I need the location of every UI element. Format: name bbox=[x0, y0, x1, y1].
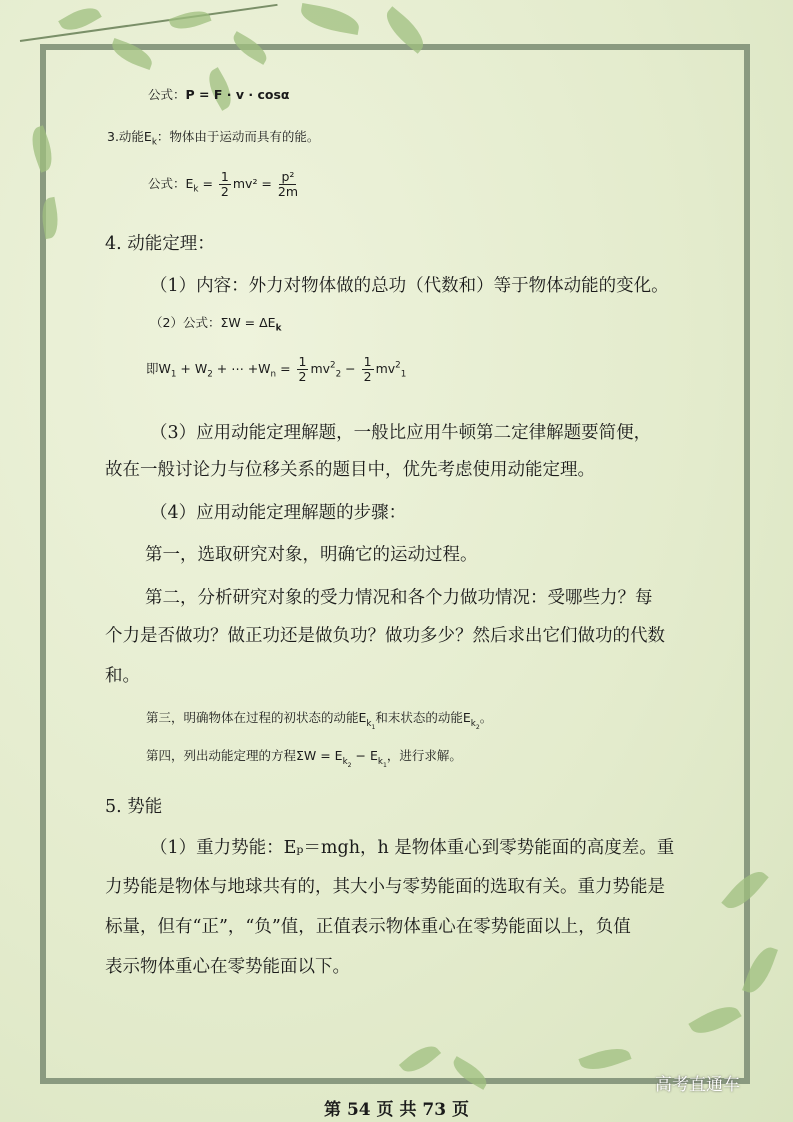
paragraph-5-line-4: 表示物体重心在零势能面以下。 bbox=[105, 957, 350, 977]
label: 公式： bbox=[148, 87, 186, 102]
t: 和末状态的动能E bbox=[375, 710, 471, 725]
step-3: 第三，明确物体在过程的初状态的动能$E_{k_1}$和末状态的动能$E_{k_2}$。 bbox=[146, 710, 493, 731]
paragraph-1: （1）内容：外力对物体做的总功（代数和）等于物体动能的变化。 bbox=[150, 276, 669, 296]
t: mv bbox=[310, 360, 331, 376]
watermark: 高考直通车 bbox=[655, 1075, 740, 1095]
num: 1 bbox=[363, 354, 372, 369]
paragraph-4: （4）应用动能定理解题的步骤： bbox=[150, 503, 407, 523]
fraction bbox=[362, 355, 374, 384]
step-2-line-3: 和。 bbox=[105, 666, 140, 686]
t: mv bbox=[375, 360, 396, 376]
text: ：物体由于运动而具有的能。 bbox=[156, 129, 320, 144]
t: + W bbox=[176, 360, 208, 376]
work-sum-formula: 即$W_1 + W_2$ + ⋯ $+W_n$ = $\frac{1}{2}$ $mv^2_2$ − $\frac{1}{2}$ $mv^2_1$ bbox=[146, 354, 407, 384]
den: 2 bbox=[363, 368, 372, 384]
sub: k bbox=[275, 323, 282, 334]
heading-5: 5. 势能 bbox=[105, 797, 163, 817]
paragraph-3-line-1: （3）应用动能定理解题，一般比应用牛顿第二定律解题要简便， bbox=[150, 423, 652, 443]
step-1: 第一，选取研究对象，明确它的运动过程。 bbox=[145, 545, 478, 565]
t: 第四，列出动能定理的方程ΣW = E bbox=[146, 748, 343, 763]
t: = bbox=[276, 360, 295, 376]
paragraph-5-line-1: （1）重力势能：Eₚ＝mgh，h 是物体重心到零势能面的高度差。重 bbox=[150, 838, 675, 858]
expr: P = F · v · cosα bbox=[185, 87, 290, 102]
step-2-line-2: 个力是否做功？做正功还是做负功？做功多少？然后求出它们做功的代数 bbox=[105, 626, 665, 646]
heading-4: 4. 动能定理： bbox=[105, 234, 215, 254]
den: 2m bbox=[277, 183, 299, 199]
t: ，进行求解。 bbox=[386, 748, 462, 763]
fraction bbox=[297, 355, 309, 384]
t: 1 bbox=[170, 369, 177, 380]
den: 2 bbox=[220, 183, 229, 199]
num: 1 bbox=[298, 354, 307, 369]
label: （2）公式： bbox=[150, 315, 221, 330]
fraction bbox=[219, 170, 231, 199]
t: 第三，明确物体在过程的初状态的动能E bbox=[146, 710, 367, 725]
sub: k bbox=[151, 137, 157, 148]
kinetic-energy-formula bbox=[148, 170, 300, 199]
lhs: E bbox=[185, 175, 194, 191]
fraction bbox=[278, 170, 298, 199]
t: 即W bbox=[146, 360, 171, 376]
t: 。 bbox=[479, 710, 493, 725]
t: − E bbox=[351, 748, 378, 763]
paragraph-2-formula bbox=[150, 313, 281, 334]
label: 3.动能E bbox=[107, 129, 152, 144]
sub: k bbox=[193, 184, 199, 195]
expr: ΣW = ΔE bbox=[220, 315, 276, 330]
paragraph-3-line-2: 故在一般讨论力与位移关系的题目中，优先考虑使用动能定理。 bbox=[105, 460, 595, 480]
page-number-footer: 第 54 页 共 73 页 bbox=[324, 1100, 469, 1120]
step-2-line-1: 第二，分析研究对象的受力情况和各个力做功情况：受哪些力？每 bbox=[145, 588, 653, 608]
mid: mv² = bbox=[232, 175, 276, 191]
t: n bbox=[270, 369, 277, 380]
item-3-kinetic-energy bbox=[107, 127, 319, 148]
num: 1 bbox=[220, 169, 229, 184]
step-4: 第四，列出动能定理的方程$\Sigma W = E_{k_2} - E_{k_1}$，进行求解。 bbox=[146, 748, 462, 769]
t: 2 bbox=[207, 369, 213, 380]
t: + ⋯ +W bbox=[212, 360, 271, 376]
power-formula bbox=[148, 85, 289, 103]
t: − bbox=[341, 360, 360, 376]
num: p² bbox=[281, 169, 295, 184]
paragraph-5-line-2: 力势能是物体与地球共有的，其大小与零势能面的选取有关。重力势能是 bbox=[105, 877, 665, 897]
label: 公式： bbox=[148, 175, 186, 191]
eq: = bbox=[198, 175, 217, 191]
paragraph-5-line-3: 标量，但有“正”，“负”值，正值表示物体重心在零势能面以上，负值 bbox=[105, 917, 631, 937]
den: 2 bbox=[298, 368, 307, 384]
